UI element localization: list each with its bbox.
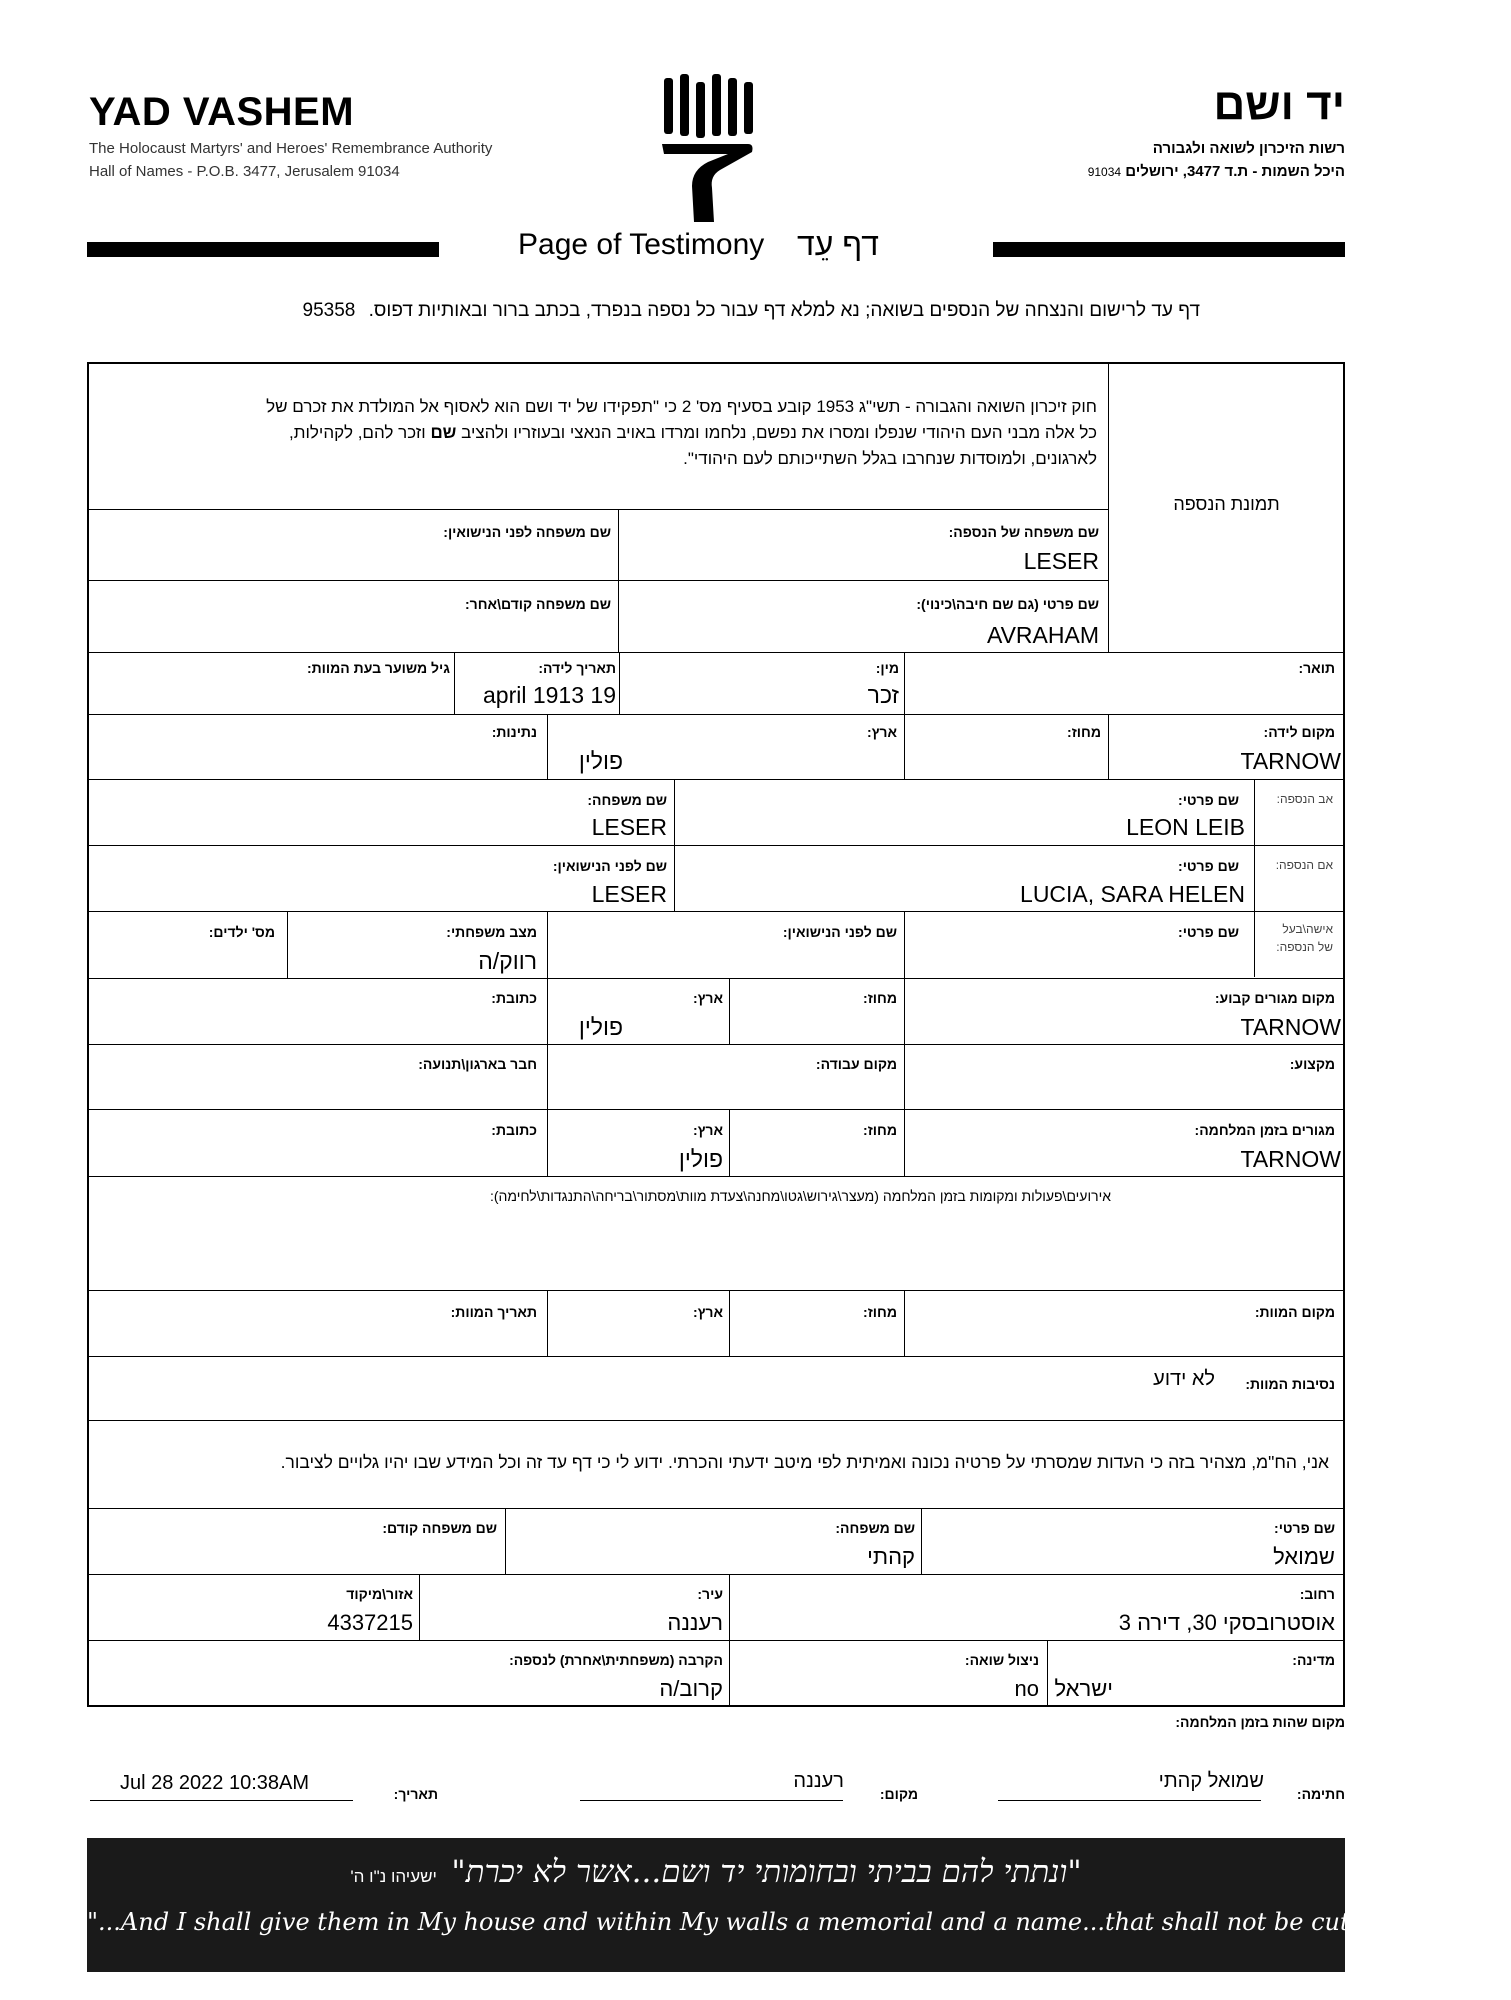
place-label: מקום: xyxy=(879,1786,918,1802)
form-number: 95358 xyxy=(302,300,356,321)
submitter-last-label: שם משפחה: xyxy=(835,1520,915,1536)
testimony-form xyxy=(87,362,1345,1707)
war-country-label: ארץ: xyxy=(693,1122,723,1138)
res-address-label: כתובת: xyxy=(491,990,537,1006)
quote-he-ref: ישעיהו נ"ו ה' xyxy=(350,1867,437,1886)
spouse-first-label: שם פרטי: xyxy=(1178,924,1239,940)
declaration: אני, הח"מ, מצהיר בזה כי העדות שמסרתי על פרטיה נכונה ואמיתית לפי מיטב ידעתי והכרתי. ידוע לי כי דף עד זה וכל המידע שבו יהיו גלויים לציבור. xyxy=(280,1452,1329,1472)
law-text-line2-bold: שם xyxy=(430,423,457,442)
death-place-label: מקום המוות: xyxy=(1254,1304,1335,1320)
org-subtitle-he-2 xyxy=(960,163,1345,180)
org-name-en: YAD VASHEM xyxy=(89,90,355,134)
maiden-name-label: שם משפחה לפני הנישואין: xyxy=(443,524,611,540)
war-residence-value[interactable]: TARNOW xyxy=(1240,1146,1341,1172)
submitter-last-value[interactable]: קהתי xyxy=(867,1544,915,1569)
war-events-label: אירועים\פעולות ומקומות בזמן המלחמה (מעצר\גירוש\גטו\מחנה\צעדת מוות\מסתור\בריחה\התנגדות\לחימה): xyxy=(489,1188,1111,1204)
submitter-street-label: רחוב: xyxy=(1299,1586,1335,1602)
submitter-city-label: עיר: xyxy=(697,1586,723,1602)
res-country-value[interactable]: פולין xyxy=(578,1014,623,1040)
father-last-label: שם משפחה: xyxy=(587,792,667,808)
organization-label: חבר בארגון\תנועה: xyxy=(418,1056,537,1072)
war-location-label: מקום שהות בזמן המלחמה: xyxy=(1175,1714,1345,1730)
submitter-zip-label: אזור\מיקוד xyxy=(346,1586,413,1602)
title-bar-left xyxy=(87,242,439,257)
title-he: דף עֵד xyxy=(797,226,879,262)
title-label: תואר: xyxy=(1298,660,1335,676)
death-district-label: מחוז: xyxy=(863,1304,897,1320)
org-name-he: יד ושם xyxy=(1213,80,1345,129)
spouse-label-1: אישה\בעל xyxy=(1282,922,1333,936)
birth-place-label: מקום לידה: xyxy=(1263,724,1335,740)
war-district-label: מחוז: xyxy=(863,1122,897,1138)
quote-he: "ונתתי להם בביתי ובחומותי יד ושם...אשר לא יכרת" xyxy=(451,1854,1082,1890)
marital-status-value[interactable]: רווק/ה xyxy=(478,948,537,974)
law-text-line3: לארגונים, ולמוסדות שנחרבו בגלל השתייכותם לעם היהודי". xyxy=(683,449,1097,468)
death-country-label: ארץ: xyxy=(693,1304,723,1320)
law-text-line2 xyxy=(97,420,1097,446)
org-subtitle-he-address: היכל השמות - ת.ד 3477, ירושלים xyxy=(1125,163,1345,180)
submitter-country-label: מדינה: xyxy=(1292,1652,1335,1668)
birth-place-value[interactable]: TARNOW xyxy=(1240,748,1341,774)
num-children-label: מס' ילדים: xyxy=(208,924,275,940)
mother-first-label: שם פרטי: xyxy=(1178,858,1239,874)
signature-label: חתימה: xyxy=(1296,1786,1345,1802)
mother-maiden-value[interactable]: LESER xyxy=(591,881,667,907)
marital-status-label: מצב משפחתי: xyxy=(446,924,537,940)
victim-last-name-label: שם משפחה של הנספה: xyxy=(948,524,1099,540)
org-subtitle-en-2: Hall of Names - P.O.B. 3477, Jerusalem 91034 xyxy=(89,163,400,180)
gender-value[interactable]: זכר xyxy=(867,682,899,708)
mother-maiden-label: שם לפני הנישואין: xyxy=(552,858,667,874)
war-country-value[interactable]: פולין xyxy=(678,1146,723,1172)
quote-en: "...And I shall give them in My house and within My walls a memorial and a name...that shall not be cut off" xyxy=(87,1908,1400,1936)
title-bar-right xyxy=(993,242,1345,257)
law-text-line2-post: וזכר להם, לקהילות, xyxy=(289,423,426,442)
org-subtitle-en-1: The Holocaust Martyrs' and Heroes' Remembrance Authority xyxy=(89,140,493,157)
war-address-label: כתובת: xyxy=(491,1122,537,1138)
birth-country-label: ארץ: xyxy=(867,724,897,740)
birth-country-value[interactable]: פולין xyxy=(578,748,623,774)
law-text-line2-pre: כל אלה מבני העם היהודי שנפלו ומסרו את נפשם, נלחמו ומרדו באויב הנאצי ובעוזריו ולהציב xyxy=(461,423,1097,442)
first-name-label: שם פרטי (גם שם חיבה\כינוי): xyxy=(916,596,1099,612)
death-circumstances-value[interactable]: לא ידוע xyxy=(1153,1368,1215,1390)
father-label: אב הנספה: xyxy=(1276,792,1333,806)
mother-label: אם הנספה: xyxy=(1275,858,1333,872)
instructions xyxy=(150,300,1200,322)
victim-last-name-value[interactable]: LESER xyxy=(1023,548,1099,574)
signature-value[interactable]: שמואל קהתי xyxy=(1158,1770,1264,1792)
submitter-relation-label: הקרבה (משפחתית\אחרת) לנספה: xyxy=(509,1652,723,1668)
submitter-relation-value[interactable]: קרוב/ה xyxy=(659,1676,723,1701)
birth-date-value[interactable]: 19 april 1913 xyxy=(482,682,616,708)
instructions-text: דף עד לרישום והנצחה של הנספים בשואה; נא למלא דף עבור כל נספה בנפרד, בכתב ברור ובאותיות דפוס. xyxy=(368,300,1200,321)
workplace-label: מקום עבודה: xyxy=(815,1056,897,1072)
spouse-maiden-label: שם לפני הנישואין: xyxy=(782,924,897,940)
place-line xyxy=(580,1800,843,1801)
quote-banner xyxy=(87,1838,1511,1972)
submitter-zip-value[interactable]: 4337215 xyxy=(327,1610,413,1635)
first-name-value[interactable]: AVRAHAM xyxy=(986,622,1099,648)
law-text-line1: חוק זיכרון השואה והגבורה - תשי"ג 1953 קובע בסעיף מס' 2 כי "תפקידו של יד ושם הוא לאסוף אל המולדת את זכרם של xyxy=(266,397,1097,416)
res-country-label: ארץ: xyxy=(693,990,723,1006)
org-subtitle-he-zip: 91034 xyxy=(1087,165,1122,179)
nationality-label: נתינות: xyxy=(491,724,537,740)
submitter-country-value[interactable]: ישראל xyxy=(1054,1676,1113,1701)
date-value[interactable]: Jul 28 2022 10:38AM xyxy=(120,1772,310,1794)
res-district-label: מחוז: xyxy=(863,990,897,1006)
submitter-street-value[interactable]: אוסטרובסקי 30, דירה 3 xyxy=(1118,1610,1335,1635)
spouse-label-2: של הנספה: xyxy=(1276,940,1333,954)
death-circumstances-label: נסיבות המוות: xyxy=(1245,1376,1335,1392)
org-subtitle-he-1: רשות הזיכרון לשואה ולגבורה xyxy=(1152,140,1345,157)
death-date-label: תאריך המוות: xyxy=(450,1304,537,1320)
father-last-value[interactable]: LESER xyxy=(591,814,667,840)
father-first-value[interactable]: LEON LEIB xyxy=(1126,814,1245,840)
photo-label: תמונת הנספה xyxy=(1173,494,1280,514)
mother-first-value[interactable]: LUCIA, SARA HELEN xyxy=(1020,881,1245,907)
prev-name-label: שם משפחה קודם\אחר: xyxy=(465,596,611,612)
war-residence-label: מגורים בזמן המלחמה: xyxy=(1194,1122,1335,1138)
place-value[interactable]: רעננה xyxy=(793,1770,844,1792)
submitter-first-value[interactable]: שמואל xyxy=(1273,1544,1335,1569)
residence-label: מקום מגורים קבוע: xyxy=(1214,990,1335,1006)
quote-en-line xyxy=(87,1908,1511,1936)
quote-en-ref: Isaiah, 56:5 xyxy=(1410,1915,1511,1935)
law-text xyxy=(97,394,1097,472)
quote-he-line xyxy=(87,1854,1345,1890)
profession-label: מקצוע: xyxy=(1289,1056,1335,1072)
father-first-label: שם פרטי: xyxy=(1178,792,1239,808)
gender-label: מין: xyxy=(875,660,899,676)
submitter-city-value[interactable]: רעננה xyxy=(667,1610,723,1635)
approx-age-label: גיל משוער בעת המוות: xyxy=(306,660,450,676)
date-line xyxy=(90,1800,353,1801)
birth-date-label: תאריך לידה: xyxy=(538,660,616,676)
submitter-survivor-value[interactable]: no xyxy=(1014,1676,1039,1701)
submitter-first-label: שם פרטי: xyxy=(1274,1520,1335,1536)
submitter-survivor-label: ניצול שואה: xyxy=(964,1652,1039,1668)
submitter-prev-last-label: שם משפחה קודם: xyxy=(382,1520,497,1536)
title-en: Page of Testimony xyxy=(518,228,765,261)
date-label: תאריך: xyxy=(393,1786,438,1802)
signature-line xyxy=(998,1800,1261,1801)
yad-vashem-logo xyxy=(658,74,758,224)
birth-district-label: מחוז: xyxy=(1067,724,1101,740)
residence-value[interactable]: TARNOW xyxy=(1240,1014,1341,1040)
